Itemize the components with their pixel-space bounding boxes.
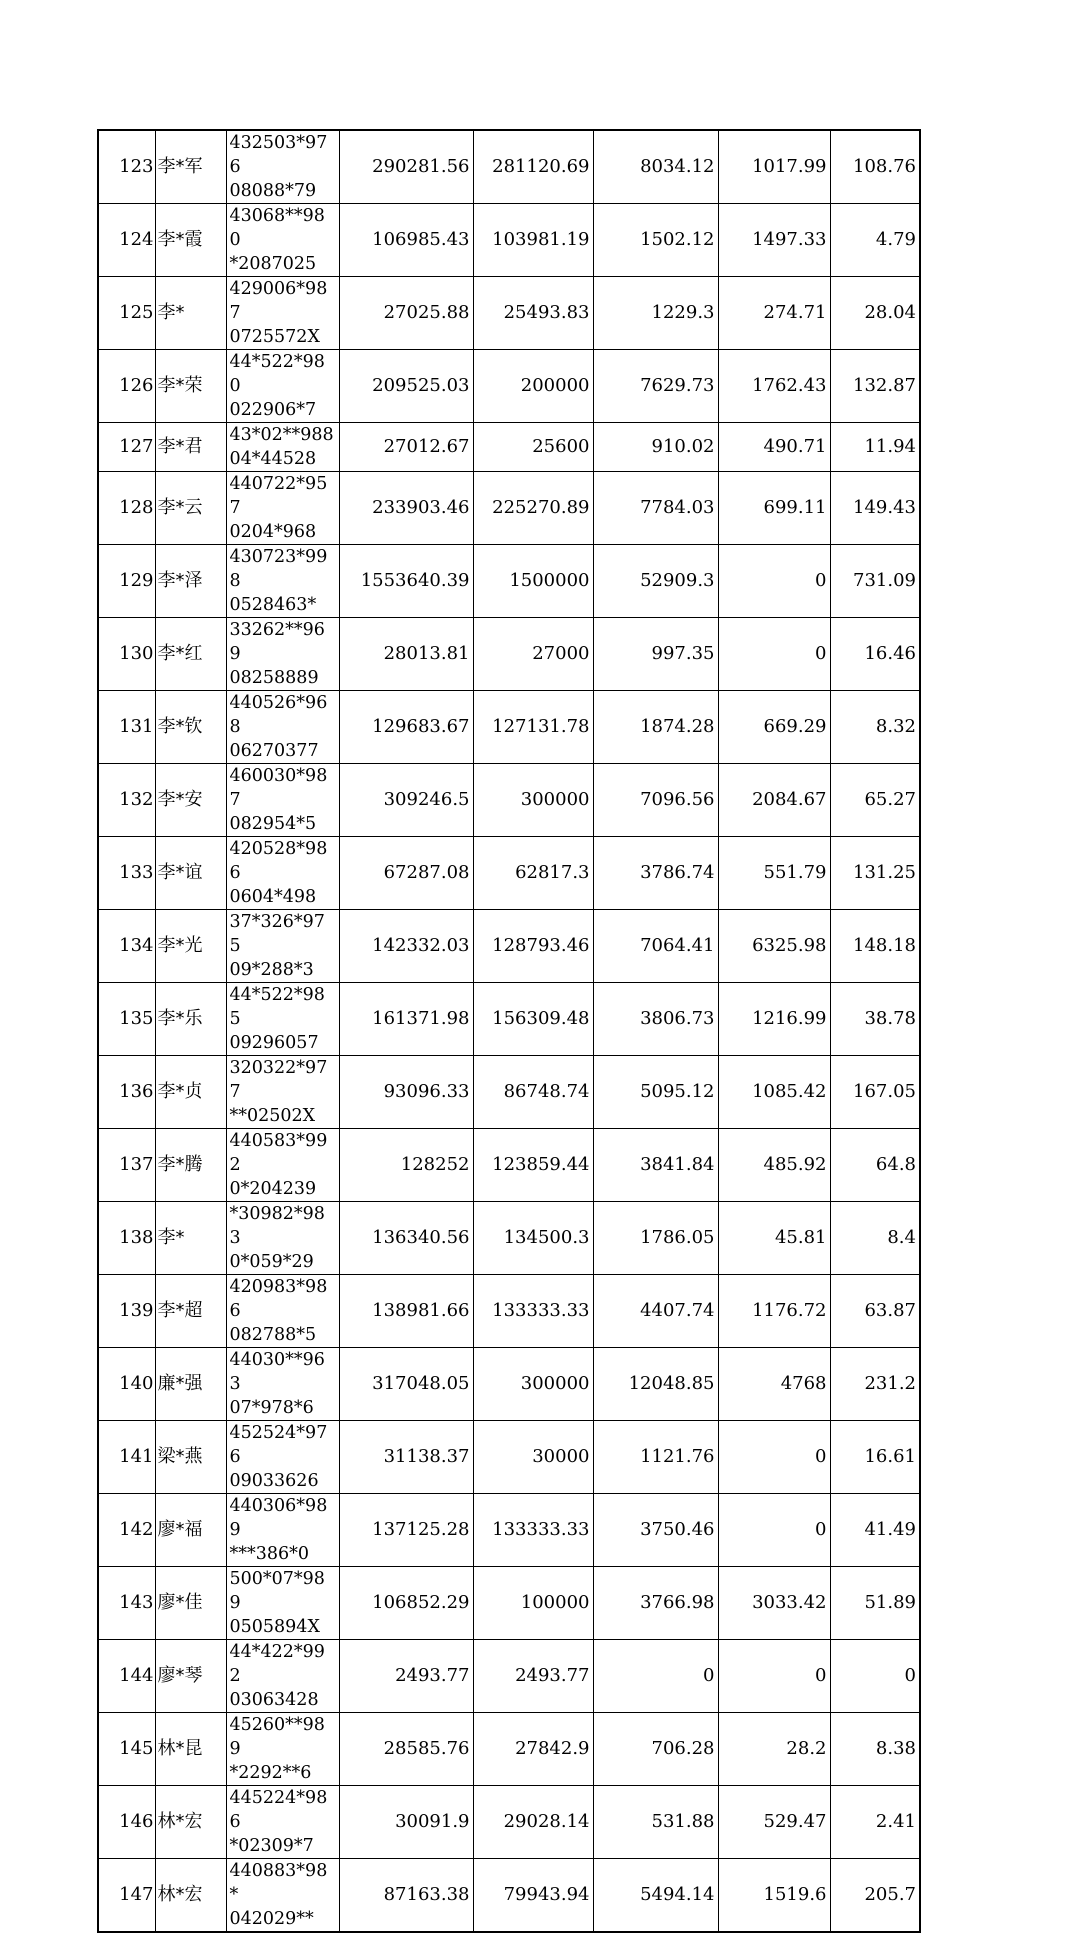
id-number-line-2: 0725572X — [229, 327, 320, 347]
table-row — [98, 764, 920, 837]
row-number-cell: 140 — [98, 1348, 155, 1421]
amount-total-cell: 31138.37 — [339, 1421, 473, 1494]
amount-principal-cell: 29028.14 — [473, 1786, 593, 1859]
name-cell: 李*乐 — [155, 983, 226, 1056]
id-number-cell — [226, 472, 339, 545]
amount-principal-cell: 30000 — [473, 1421, 593, 1494]
amount-principal-cell: 27842.9 — [473, 1713, 593, 1786]
id-number-line-1: 43068**980 — [229, 206, 325, 250]
amount-col4-cell: 1519.6 — [718, 1859, 830, 1933]
id-number-line-2: 08088*79 — [229, 181, 317, 201]
id-number-line-1: 45260**989 — [229, 1715, 325, 1759]
amount-col3-cell: 7064.41 — [593, 910, 718, 983]
name-cell: 李*光 — [155, 910, 226, 983]
id-number-line-1: 440583*992 — [229, 1131, 328, 1175]
amount-col5-cell: 8.32 — [830, 691, 920, 764]
amount-col5-cell: 16.61 — [830, 1421, 920, 1494]
id-number-line-1: 430723*998 — [229, 547, 328, 591]
amount-col5-cell: 148.18 — [830, 910, 920, 983]
id-number-line-2: 0*204239 — [229, 1179, 317, 1199]
id-number-line-1: 44*422*992 — [229, 1642, 325, 1686]
amount-col3-cell: 8034.12 — [593, 130, 718, 204]
id-number-line-1: 44030**963 — [229, 1350, 325, 1394]
name-cell: 李* — [155, 1202, 226, 1275]
amount-col5-cell: 8.38 — [830, 1713, 920, 1786]
name-cell: 林*宏 — [155, 1786, 226, 1859]
id-number-line-1: 452524*976 — [229, 1423, 328, 1467]
table-row — [98, 130, 920, 204]
name-cell: 李*霞 — [155, 204, 226, 277]
amount-col5-cell: 0 — [830, 1640, 920, 1713]
table-row — [98, 1859, 920, 1933]
id-number-line-2: 09033626 — [229, 1471, 319, 1491]
amount-col5-cell: 63.87 — [830, 1275, 920, 1348]
amount-total-cell: 209525.03 — [339, 350, 473, 423]
amount-col5-cell: 64.8 — [830, 1129, 920, 1202]
amount-col3-cell: 0 — [593, 1640, 718, 1713]
row-number-cell: 130 — [98, 618, 155, 691]
id-number-line-2: 0604*498 — [229, 887, 317, 907]
table-row — [98, 1275, 920, 1348]
amount-col4-cell: 3033.42 — [718, 1567, 830, 1640]
name-cell: 李*超 — [155, 1275, 226, 1348]
id-number-line-2: 082788*5 — [229, 1325, 317, 1345]
table-row — [98, 1713, 920, 1786]
id-number-line-2: *2292**6 — [229, 1763, 312, 1783]
amount-col5-cell: 65.27 — [830, 764, 920, 837]
id-number-cell — [226, 277, 339, 350]
amount-principal-cell: 225270.89 — [473, 472, 593, 545]
amount-col5-cell: 16.46 — [830, 618, 920, 691]
amount-col3-cell: 4407.74 — [593, 1275, 718, 1348]
amount-col5-cell: 28.04 — [830, 277, 920, 350]
id-number-line-2: *02309*7 — [229, 1836, 314, 1856]
row-number-cell: 145 — [98, 1713, 155, 1786]
row-number-cell: 142 — [98, 1494, 155, 1567]
amount-total-cell: 138981.66 — [339, 1275, 473, 1348]
amount-col3-cell: 5095.12 — [593, 1056, 718, 1129]
name-cell: 李*红 — [155, 618, 226, 691]
id-number-cell — [226, 1713, 339, 1786]
id-number-cell — [226, 983, 339, 1056]
amount-col3-cell: 7784.03 — [593, 472, 718, 545]
amount-col4-cell: 529.47 — [718, 1786, 830, 1859]
row-number-cell: 134 — [98, 910, 155, 983]
amount-col4-cell: 0 — [718, 1640, 830, 1713]
amount-col5-cell: 4.79 — [830, 204, 920, 277]
amount-principal-cell: 25600 — [473, 423, 593, 472]
amount-col3-cell: 5494.14 — [593, 1859, 718, 1933]
row-number-cell: 139 — [98, 1275, 155, 1348]
amount-total-cell: 28585.76 — [339, 1713, 473, 1786]
id-number-line-1: 37*326*975 — [229, 912, 325, 956]
table-row — [98, 1421, 920, 1494]
row-number-cell: 132 — [98, 764, 155, 837]
id-number-line-1: *30982*983 — [229, 1204, 325, 1248]
amount-col4-cell: 485.92 — [718, 1129, 830, 1202]
name-cell: 林*昆 — [155, 1713, 226, 1786]
amount-col3-cell: 3766.98 — [593, 1567, 718, 1640]
amount-col5-cell: 149.43 — [830, 472, 920, 545]
table-row — [98, 1129, 920, 1202]
amount-principal-cell: 27000 — [473, 618, 593, 691]
id-number-line-2: 0*059*29 — [229, 1252, 314, 1272]
table-row — [98, 545, 920, 618]
id-number-cell — [226, 1494, 339, 1567]
row-number-cell: 126 — [98, 350, 155, 423]
id-number-line-2: **02502X — [229, 1106, 316, 1126]
id-number-cell — [226, 837, 339, 910]
id-number-line-1: 429006*987 — [229, 279, 328, 323]
table-row — [98, 1567, 920, 1640]
amount-col4-cell: 1017.99 — [718, 130, 830, 204]
amount-col4-cell: 1762.43 — [718, 350, 830, 423]
row-number-cell: 128 — [98, 472, 155, 545]
id-number-cell — [226, 1567, 339, 1640]
name-cell: 梁*燕 — [155, 1421, 226, 1494]
amount-total-cell: 142332.03 — [339, 910, 473, 983]
amount-col4-cell: 4768 — [718, 1348, 830, 1421]
name-cell: 林*宏 — [155, 1859, 226, 1933]
id-number-line-1: 420983*986 — [229, 1277, 328, 1321]
amount-col3-cell: 12048.85 — [593, 1348, 718, 1421]
amount-principal-cell: 25493.83 — [473, 277, 593, 350]
amount-principal-cell: 127131.78 — [473, 691, 593, 764]
amount-principal-cell: 2493.77 — [473, 1640, 593, 1713]
amount-principal-cell: 200000 — [473, 350, 593, 423]
name-cell: 李*谊 — [155, 837, 226, 910]
amount-total-cell: 28013.81 — [339, 618, 473, 691]
amount-principal-cell: 281120.69 — [473, 130, 593, 204]
row-number-cell: 136 — [98, 1056, 155, 1129]
id-number-cell — [226, 910, 339, 983]
amount-principal-cell: 300000 — [473, 1348, 593, 1421]
id-number-line-1: 43*02**988 — [229, 425, 334, 445]
name-cell: 李*军 — [155, 130, 226, 204]
id-number-line-2: 04*44528 — [229, 449, 317, 469]
name-cell: 廖*佳 — [155, 1567, 226, 1640]
amount-total-cell: 67287.08 — [339, 837, 473, 910]
name-cell: 李*安 — [155, 764, 226, 837]
id-number-cell — [226, 1421, 339, 1494]
amount-total-cell: 87163.38 — [339, 1859, 473, 1933]
id-number-cell — [226, 130, 339, 204]
id-number-cell — [226, 350, 339, 423]
row-number-cell: 137 — [98, 1129, 155, 1202]
name-cell: 李*钦 — [155, 691, 226, 764]
id-number-cell — [226, 691, 339, 764]
row-number-cell: 129 — [98, 545, 155, 618]
amount-principal-cell: 133333.33 — [473, 1494, 593, 1567]
amount-col4-cell: 0 — [718, 545, 830, 618]
id-number-cell — [226, 618, 339, 691]
amount-total-cell: 137125.28 — [339, 1494, 473, 1567]
amount-col4-cell: 1085.42 — [718, 1056, 830, 1129]
id-number-line-1: 440526*968 — [229, 693, 328, 737]
amount-col4-cell: 1216.99 — [718, 983, 830, 1056]
amount-col4-cell: 669.29 — [718, 691, 830, 764]
id-number-line-1: 33262**969 — [229, 620, 325, 664]
amount-col3-cell: 7096.56 — [593, 764, 718, 837]
amount-col4-cell: 1497.33 — [718, 204, 830, 277]
amount-col3-cell: 997.35 — [593, 618, 718, 691]
id-number-line-2: 042029** — [229, 1909, 314, 1929]
id-number-line-1: 500*07*989 — [229, 1569, 325, 1613]
amount-col4-cell: 551.79 — [718, 837, 830, 910]
id-number-line-1: 440883*98* — [229, 1861, 328, 1905]
id-number-cell — [226, 1786, 339, 1859]
amount-col4-cell: 0 — [718, 618, 830, 691]
amount-col3-cell: 1502.12 — [593, 204, 718, 277]
row-number-cell: 127 — [98, 423, 155, 472]
id-number-line-1: 420528*986 — [229, 839, 328, 883]
id-number-line-2: 06270377 — [229, 741, 319, 761]
table-row — [98, 910, 920, 983]
table-row — [98, 1202, 920, 1275]
amount-total-cell: 106985.43 — [339, 204, 473, 277]
amount-col4-cell: 2084.67 — [718, 764, 830, 837]
name-cell: 李*君 — [155, 423, 226, 472]
amount-col5-cell: 8.4 — [830, 1202, 920, 1275]
amount-principal-cell: 128793.46 — [473, 910, 593, 983]
amount-total-cell: 30091.9 — [339, 1786, 473, 1859]
table-row — [98, 350, 920, 423]
id-number-line-1: 44*522*980 — [229, 352, 325, 396]
name-cell: 廖*琴 — [155, 1640, 226, 1713]
amount-col3-cell: 1229.3 — [593, 277, 718, 350]
amount-col3-cell: 706.28 — [593, 1713, 718, 1786]
amount-col5-cell: 205.7 — [830, 1859, 920, 1933]
id-number-line-2: *2087025 — [229, 254, 317, 274]
amount-col3-cell: 1786.05 — [593, 1202, 718, 1275]
id-number-line-2: 07*978*6 — [229, 1398, 314, 1418]
table-row — [98, 1640, 920, 1713]
amount-total-cell: 309246.5 — [339, 764, 473, 837]
table-row — [98, 1056, 920, 1129]
amount-col5-cell: 731.09 — [830, 545, 920, 618]
amount-total-cell: 27012.67 — [339, 423, 473, 472]
amount-col5-cell: 108.76 — [830, 130, 920, 204]
table-row — [98, 472, 920, 545]
amount-total-cell: 2493.77 — [339, 1640, 473, 1713]
data-table — [97, 129, 921, 1933]
table-row — [98, 277, 920, 350]
amount-total-cell: 93096.33 — [339, 1056, 473, 1129]
amount-col3-cell: 1874.28 — [593, 691, 718, 764]
amount-col3-cell: 1121.76 — [593, 1421, 718, 1494]
amount-col4-cell: 490.71 — [718, 423, 830, 472]
name-cell: 李*云 — [155, 472, 226, 545]
id-number-cell — [226, 423, 339, 472]
id-number-line-2: 082954*5 — [229, 814, 317, 834]
name-cell: 廉*强 — [155, 1348, 226, 1421]
row-number-cell: 141 — [98, 1421, 155, 1494]
id-number-line-1: 440722*957 — [229, 474, 328, 518]
row-number-cell: 143 — [98, 1567, 155, 1640]
amount-total-cell: 128252 — [339, 1129, 473, 1202]
amount-col4-cell: 699.11 — [718, 472, 830, 545]
row-number-cell: 131 — [98, 691, 155, 764]
id-number-line-2: 09296057 — [229, 1033, 319, 1053]
amount-col5-cell: 38.78 — [830, 983, 920, 1056]
id-number-line-2: ***386*0 — [229, 1544, 310, 1564]
amount-principal-cell: 123859.44 — [473, 1129, 593, 1202]
amount-col4-cell: 28.2 — [718, 1713, 830, 1786]
id-number-cell — [226, 1859, 339, 1933]
amount-total-cell: 317048.05 — [339, 1348, 473, 1421]
table-row — [98, 1348, 920, 1421]
amount-col3-cell: 910.02 — [593, 423, 718, 472]
name-cell: 李*腾 — [155, 1129, 226, 1202]
amount-principal-cell: 79943.94 — [473, 1859, 593, 1933]
id-number-line-1: 432503*976 — [229, 133, 328, 177]
amount-total-cell: 233903.46 — [339, 472, 473, 545]
row-number-cell: 147 — [98, 1859, 155, 1933]
id-number-line-2: 08258889 — [229, 668, 319, 688]
amount-col4-cell: 274.71 — [718, 277, 830, 350]
amount-principal-cell: 300000 — [473, 764, 593, 837]
name-cell: 李* — [155, 277, 226, 350]
amount-col5-cell: 41.49 — [830, 1494, 920, 1567]
amount-principal-cell: 62817.3 — [473, 837, 593, 910]
amount-col3-cell: 52909.3 — [593, 545, 718, 618]
amount-col5-cell: 131.25 — [830, 837, 920, 910]
id-number-line-1: 320322*977 — [229, 1058, 328, 1102]
amount-col4-cell: 45.81 — [718, 1202, 830, 1275]
table-row — [98, 983, 920, 1056]
row-number-cell: 123 — [98, 130, 155, 204]
id-number-line-1: 44*522*985 — [229, 985, 325, 1029]
row-number-cell: 146 — [98, 1786, 155, 1859]
amount-col4-cell: 0 — [718, 1421, 830, 1494]
name-cell: 李*荣 — [155, 350, 226, 423]
row-number-cell: 135 — [98, 983, 155, 1056]
amount-total-cell: 1553640.39 — [339, 545, 473, 618]
amount-total-cell: 161371.98 — [339, 983, 473, 1056]
row-number-cell: 124 — [98, 204, 155, 277]
row-number-cell: 125 — [98, 277, 155, 350]
amount-col3-cell: 7629.73 — [593, 350, 718, 423]
amount-col5-cell: 231.2 — [830, 1348, 920, 1421]
name-cell: 廖*福 — [155, 1494, 226, 1567]
id-number-line-1: 460030*987 — [229, 766, 328, 810]
row-number-cell: 138 — [98, 1202, 155, 1275]
amount-col4-cell: 0 — [718, 1494, 830, 1567]
id-number-cell — [226, 1640, 339, 1713]
amount-col3-cell: 3841.84 — [593, 1129, 718, 1202]
id-number-line-1: 440306*989 — [229, 1496, 328, 1540]
id-number-cell — [226, 1275, 339, 1348]
amount-col3-cell: 3806.73 — [593, 983, 718, 1056]
amount-col4-cell: 6325.98 — [718, 910, 830, 983]
table-row — [98, 204, 920, 277]
name-cell: 李*贞 — [155, 1056, 226, 1129]
id-number-cell — [226, 545, 339, 618]
id-number-line-2: 0204*968 — [229, 522, 317, 542]
name-cell: 李*泽 — [155, 545, 226, 618]
amount-principal-cell: 100000 — [473, 1567, 593, 1640]
id-number-cell — [226, 1202, 339, 1275]
table-row — [98, 691, 920, 764]
amount-principal-cell: 1500000 — [473, 545, 593, 618]
amount-total-cell: 106852.29 — [339, 1567, 473, 1640]
id-number-line-2: 022906*7 — [229, 400, 317, 420]
row-number-cell: 133 — [98, 837, 155, 910]
amount-principal-cell: 86748.74 — [473, 1056, 593, 1129]
amount-principal-cell: 156309.48 — [473, 983, 593, 1056]
amount-total-cell: 290281.56 — [339, 130, 473, 204]
amount-total-cell: 129683.67 — [339, 691, 473, 764]
amount-col3-cell: 3786.74 — [593, 837, 718, 910]
amount-col5-cell: 2.41 — [830, 1786, 920, 1859]
amount-col3-cell: 531.88 — [593, 1786, 718, 1859]
id-number-line-2: 03063428 — [229, 1690, 319, 1710]
amount-col4-cell: 1176.72 — [718, 1275, 830, 1348]
id-number-line-2: 0528463* — [229, 595, 317, 615]
amount-col5-cell: 132.87 — [830, 350, 920, 423]
id-number-line-2: 09*288*3 — [229, 960, 314, 980]
row-number-cell: 144 — [98, 1640, 155, 1713]
amount-principal-cell: 134500.3 — [473, 1202, 593, 1275]
id-number-cell — [226, 1056, 339, 1129]
amount-col5-cell: 51.89 — [830, 1567, 920, 1640]
amount-total-cell: 136340.56 — [339, 1202, 473, 1275]
amount-col5-cell: 11.94 — [830, 423, 920, 472]
table-row — [98, 1494, 920, 1567]
amount-col3-cell: 3750.46 — [593, 1494, 718, 1567]
id-number-cell — [226, 1348, 339, 1421]
amount-total-cell: 27025.88 — [339, 277, 473, 350]
id-number-cell — [226, 1129, 339, 1202]
amount-principal-cell: 103981.19 — [473, 204, 593, 277]
amount-principal-cell: 133333.33 — [473, 1275, 593, 1348]
amount-col5-cell: 167.05 — [830, 1056, 920, 1129]
table-row — [98, 837, 920, 910]
table-row — [98, 1786, 920, 1859]
id-number-line-1: 445224*986 — [229, 1788, 328, 1832]
table-row — [98, 618, 920, 691]
id-number-cell — [226, 764, 339, 837]
table-body — [98, 130, 920, 1932]
table-row — [98, 423, 920, 472]
id-number-cell — [226, 204, 339, 277]
id-number-line-2: 0505894X — [229, 1617, 320, 1637]
